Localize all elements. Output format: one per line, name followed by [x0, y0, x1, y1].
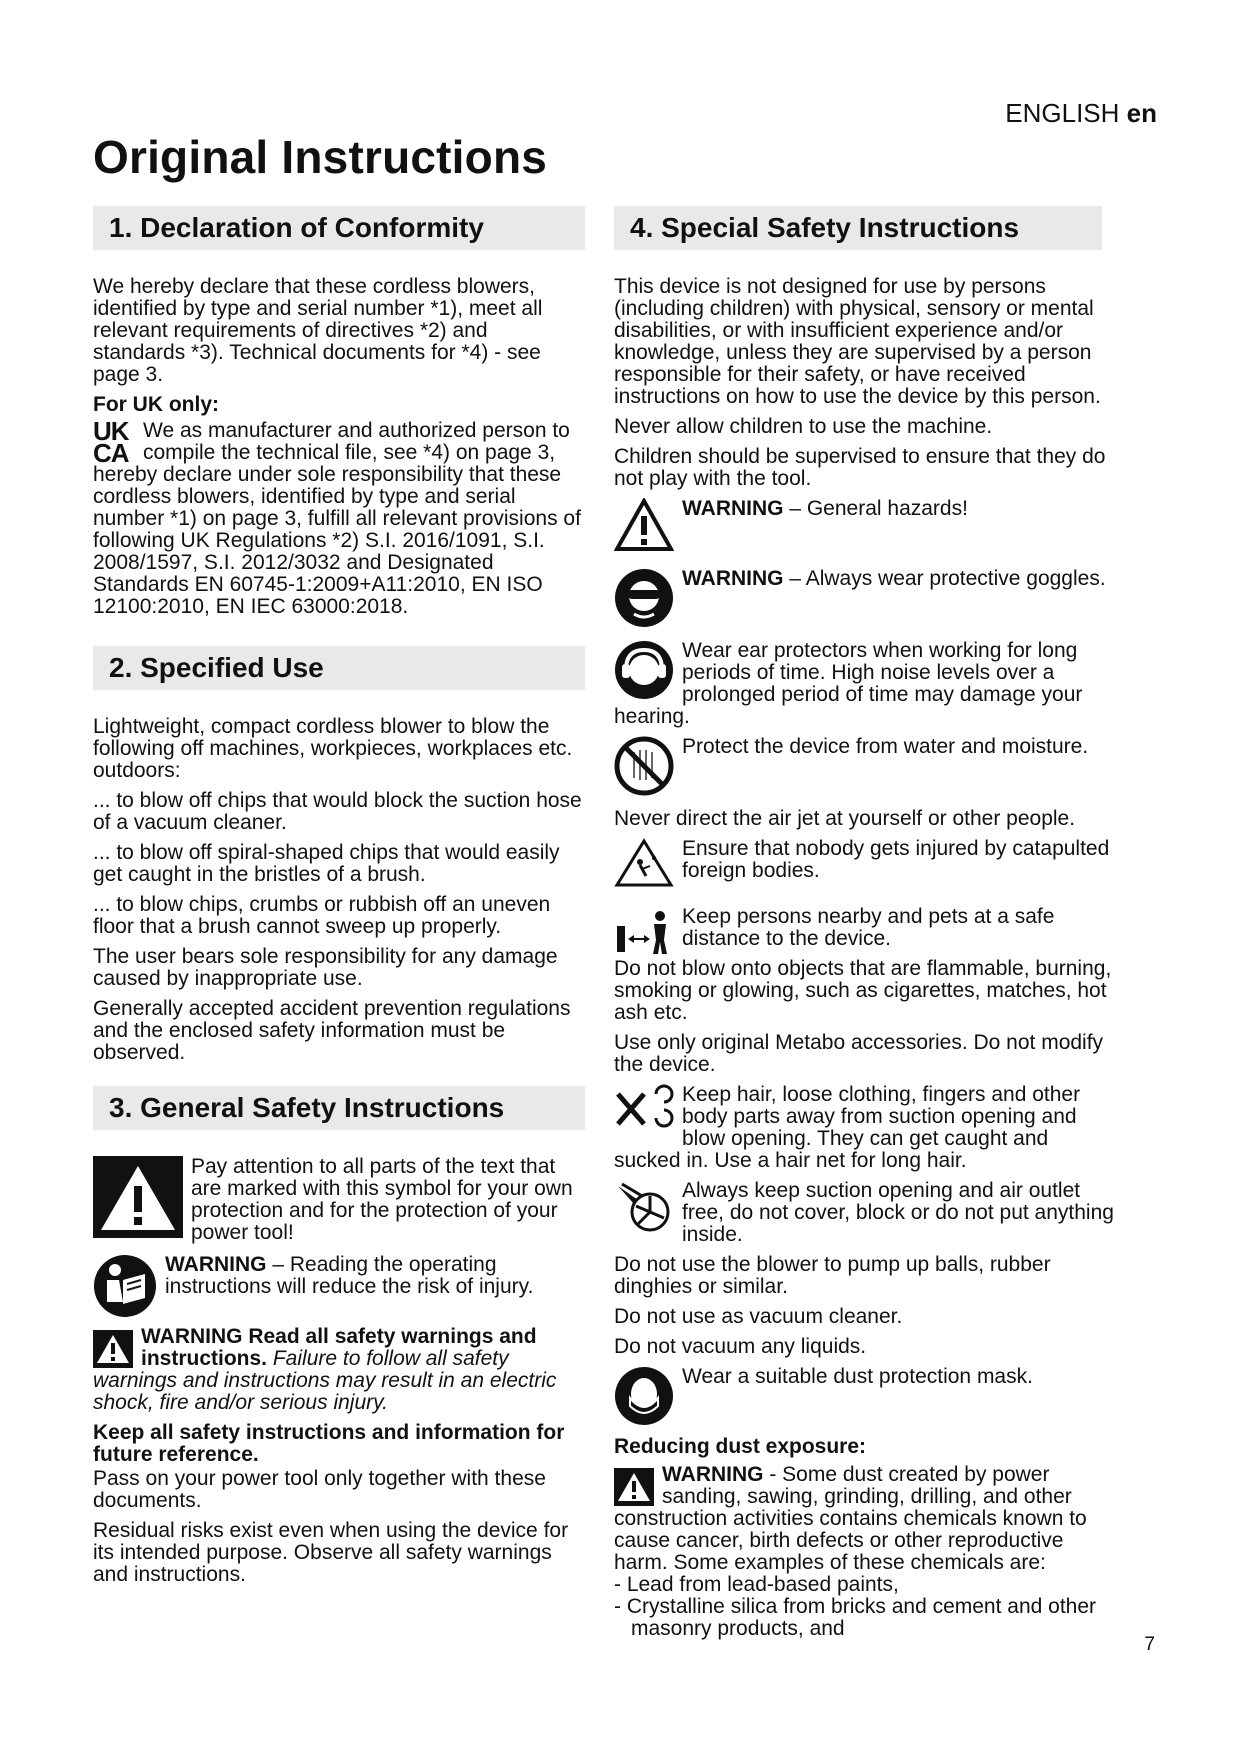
chemical-list-item: - Lead from lead-based paints, [614, 1573, 899, 1596]
ear-protector-icon [614, 640, 674, 700]
no-vacuum-cleaner-text: Do not use as vacuum cleaner. [614, 1305, 903, 1328]
catapult-text: Ensure that nobody gets injured by catapulted foreign bodies. [682, 837, 1110, 882]
read-manual-row [93, 1254, 585, 1318]
specified-use-item: ... to blow chips, crumbs or rubbish off an uneven floor that a brush cannot sweep up properly. [93, 893, 551, 938]
flying-debris-icon [614, 838, 674, 888]
residual-risks-text: Residual risks exist even when using the device for its intended purpose. Observe all safety warnings and instructions. [93, 1519, 569, 1586]
specified-use-item: ... to blow off chips that would block the suction hose of a vacuum cleaner. [93, 789, 582, 834]
flammable-text: Do not blow onto objects that are flammable, burning, smoking or glowing, such as cigarettes, matches, hot ash etc. [614, 957, 1112, 1024]
section-heading-declaration: 1. Declaration of Conformity [93, 206, 585, 250]
no-water-icon [614, 736, 674, 796]
dust-heading: Reducing dust exposure: [614, 1435, 867, 1458]
attention-row [93, 1156, 585, 1252]
general-hazards-text: – General hazards! [783, 497, 968, 520]
air-jet-text: Never direct the air jet at yourself or other people. [614, 807, 1076, 830]
page-number: 7 [1144, 1634, 1155, 1655]
declaration-text: We hereby declare that these cordless blowers, identified by type and serial number *1), meet all relevant requirements of directives *2) and standards *3). Technical documents for *4) - see page 3. [93, 275, 543, 386]
catapult-row [614, 838, 1114, 890]
pass-on-text: Pass on your power tool only together with these documents. [93, 1467, 546, 1512]
hair-text: Keep hair, loose clothing, fingers and other body parts away from suction opening and blow opening. They can get caught and sucked in. Use a hair net for long hair. [614, 1083, 1081, 1172]
section-heading-specified-use: 2. Specified Use [93, 646, 585, 690]
ukca-mark-icon: UK CA [93, 416, 129, 468]
specified-use-item: ... to blow off spiral-shaped chips that would easily get caught in the bristles of a brush. [93, 841, 560, 886]
children-supervise-text: Children should be supervised to ensure that they do not play with the tool. [614, 445, 1106, 490]
read-all-warnings [93, 1326, 585, 1414]
dust-mask-icon [614, 1366, 674, 1426]
distance-text: Keep persons nearby and pets at a safe distance to the device. [682, 905, 1055, 950]
regulations-text: Generally accepted accident prevention regulations and the enclosed safety information must be observed. [93, 997, 571, 1064]
left-column [93, 206, 585, 1594]
children-text: Never allow children to use the machine. [614, 415, 993, 438]
dust-mask-text: Wear a suitable dust protection mask. [682, 1365, 1033, 1388]
general-hazards-row [614, 498, 1114, 552]
goggles-row [614, 568, 1114, 628]
suction-text: Always keep suction opening and air outlet free, do not cover, block or do not put anything inside. [682, 1179, 1114, 1246]
attention-text: Pay attention to all parts of the text that are marked with this symbol for your own protection and for the protection of your power tool! [191, 1155, 573, 1244]
safe-distance-icon [614, 906, 674, 956]
uk-only-heading: For UK only: [93, 393, 219, 416]
warning-triangle-icon [614, 498, 674, 552]
warning-symbol-icon [93, 1156, 183, 1238]
supervision-text: This device is not designed for use by persons (including children) with physical, sensory or mental disabilities, or with insufficient experience and/or knowledge, unless they are supervised by a person responsible for their safety, or have received instructions on how to use the device by this person. [614, 275, 1101, 408]
warning-symbol-icon [93, 1330, 133, 1368]
section-heading-special-safety: 4. Special Safety Instructions [614, 206, 1102, 250]
dust-mask-row [614, 1366, 1114, 1426]
section-heading-general-safety: 3. General Safety Instructions [93, 1086, 585, 1130]
language-label: ENGLISH en [1005, 98, 1157, 128]
ear-protection-row [614, 640, 1114, 728]
warning-label: WARNING [682, 497, 784, 520]
suction-row [614, 1180, 1114, 1246]
distance-row [614, 906, 1114, 1024]
ear-protection-text: Wear ear protectors when working for long periods of time. High noise levels over a prolonged period of time may damage your hearing. [614, 639, 1083, 728]
ukca-text: We as manufacturer and authorized person to compile the technical file, see *4) on page 3, hereby declare under sole responsibility that these cordless blowers, identified by type and serial number *1) on page 3, fulfill all relevant provisions of following UK Regulations *2) S.I. 2016/1091, S.I. 2008/1597, S.I. 2012/3032 and Designated Standards EN 60745-1:2009+A11:2010, EN ISO 12100:2010, EN IEC 63000:2018. [93, 419, 581, 618]
keep-instructions-text: Keep all safety instructions and information for future reference. [93, 1421, 565, 1466]
no-liquids-text: Do not vacuum any liquids. [614, 1335, 867, 1358]
read-manual-text: – Reading the operating instructions will reduce the risk of injury. [165, 1253, 534, 1298]
water-row [614, 736, 1114, 796]
specified-use-intro: Lightweight, compact cordless blower to blow the following off machines, workpieces, workplaces etc. outdoors: [93, 715, 573, 782]
warning-label: WARNING [165, 1253, 267, 1276]
entanglement-icon [614, 1084, 674, 1134]
water-text: Protect the device from water and moisture. [682, 735, 1089, 758]
goggles-icon [614, 568, 674, 628]
responsibility-text: The user bears sole responsibility for any damage caused by inappropriate use. [93, 945, 558, 990]
warning-label: WARNING [662, 1463, 764, 1486]
warning-symbol-icon [614, 1468, 654, 1506]
read-all-warnings-bold: WARNING Read all safety warnings and instructions. [141, 1325, 537, 1370]
ukca-declaration [93, 416, 585, 618]
chemical-list-item: - Crystalline silica from bricks and cement and other masonry products, and [614, 1595, 1097, 1640]
goggles-text: – Always wear protective goggles. [783, 567, 1106, 590]
warning-label: WARNING [682, 567, 784, 590]
hair-row [614, 1084, 1114, 1172]
read-all-warnings-italic: Failure to follow all safety warnings and instructions may result in an electric shock, fire and/or serious injury. [93, 1347, 557, 1414]
original-accessories-text: Use only original Metabo accessories. Do not modify the device. [614, 1031, 1104, 1076]
dust-warning [614, 1464, 1114, 1640]
right-column [614, 206, 1114, 1640]
read-manual-icon [93, 1254, 157, 1318]
language-code: en [1126, 98, 1157, 128]
hand-fan-icon [614, 1180, 674, 1236]
dust-warning-text: - Some dust created by power sanding, sawing, grinding, drilling, and other construction activities contains chemicals known to cause cancer, birth defects or other reproductive harm. Some examples of these chemicals are: [614, 1463, 1087, 1574]
page-title: Original Instructions [93, 131, 548, 183]
balls-text: Do not use the blower to pump up balls, rubber dinghies or similar. [614, 1253, 1051, 1298]
